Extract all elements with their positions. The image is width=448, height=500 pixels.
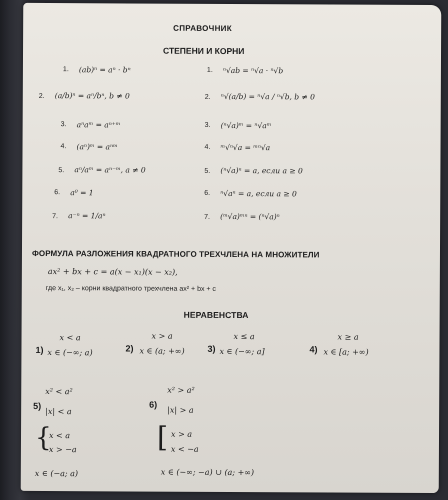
roots-formula: (ⁿ√a)ⁿ = a, если a ≥ 0	[220, 165, 303, 176]
section-title-powers-roots: СТЕПЕНИ И КОРНИ	[163, 45, 245, 57]
powers-number: 1.	[62, 66, 69, 74]
roots-formula: ⁿ√aⁿ = a, если a ≥ 0	[220, 188, 297, 199]
powers-formula: a⁻ⁿ = 1/aⁿ	[68, 211, 106, 221]
roots-number: 2.	[204, 93, 211, 101]
inequality-label: 4)	[309, 344, 318, 355]
factorization-note: где x₁, x₂ – корни квадратного трехчлена ax² + bx + c	[45, 285, 216, 293]
powers-number: 3.	[60, 121, 67, 129]
system-line: x > −a	[48, 445, 77, 455]
inequality-abs-form: |x| > a	[167, 405, 194, 415]
system-bracket: [	[156, 420, 169, 454]
roots-number: 3.	[204, 121, 211, 129]
powers-formula: (aⁿ)ᵐ = aⁿᵐ	[76, 142, 118, 152]
inequality-label: 6)	[149, 399, 158, 410]
powers-number: 6.	[54, 189, 61, 197]
powers-number: 4.	[60, 143, 67, 151]
inequality-label: 2)	[125, 343, 134, 354]
section-title-factorization: ФОРМУЛА РАЗЛОЖЕНИЯ КВАДРАТНОГО ТРЕХЧЛЕНА НА МНОЖИТЕЛИ	[31, 248, 320, 260]
powers-formula: aⁿaᵐ = aⁿ⁺ᵐ	[76, 120, 121, 130]
inequality-result: x ∈ (−∞; a)	[47, 348, 93, 358]
inequality-label: 3)	[207, 343, 216, 354]
system-brace: {	[34, 422, 52, 454]
inequality-condition: x ≥ a	[337, 332, 359, 342]
powers-number: 7.	[52, 213, 59, 221]
inequality-condition: x² > a²	[167, 385, 195, 395]
system-line: x > a	[171, 429, 193, 439]
system-line: x < a	[48, 431, 71, 441]
inequality-result: x ∈ (−∞; −a) ∪ (a; +∞)	[160, 467, 255, 478]
powers-formula: (a/b)ⁿ = aⁿ/bⁿ, b ≠ 0	[54, 91, 130, 101]
powers-formula: a⁰ = 1	[70, 188, 94, 198]
roots-formula: ⁿ√ab = ⁿ√a · ⁿ√b	[222, 65, 284, 76]
inequality-label: 1)	[35, 344, 44, 356]
inequality-result: x ∈ [a; +∞)	[323, 347, 369, 357]
powers-formula: aⁿ/aᵐ = aⁿ⁻ᵐ, a ≠ 0	[74, 165, 146, 175]
inequality-condition: x < a	[59, 333, 81, 343]
roots-formula: (ᵐ√a)ᵐⁿ = (ⁿ√a)ⁿ	[220, 211, 280, 222]
section-title-inequalities: НЕРАВЕНСТВА	[183, 309, 249, 321]
inequality-result: x ∈ (−∞; a]	[219, 346, 265, 357]
inequality-abs-form: |x| < a	[45, 407, 72, 417]
inequality-label: 5)	[33, 400, 42, 412]
powers-formula: (ab)ⁿ = aⁿ · bⁿ	[78, 65, 131, 75]
reference-page	[21, 3, 442, 493]
roots-formula: ᵐ√ⁿ√a = ᵐⁿ√a	[220, 142, 271, 153]
roots-formula: ⁿ√(a/b) = ⁿ√a / ⁿ√b, b ≠ 0	[220, 91, 315, 102]
inequality-condition: x ≤ a	[233, 332, 255, 342]
roots-number: 5.	[204, 167, 211, 175]
page-header: СПРАВОЧНИК	[173, 23, 232, 34]
factorization-formula: ax² + bx + c = a(x − x₁)(x − x₂),	[47, 267, 178, 277]
powers-number: 5.	[58, 167, 65, 175]
roots-number: 1.	[206, 66, 213, 74]
inequality-result: x ∈ (a; +∞)	[139, 346, 185, 356]
powers-number: 2.	[38, 92, 45, 101]
roots-number: 6.	[204, 189, 211, 197]
inequality-condition: x² < a²	[45, 387, 73, 397]
system-line: x < −a	[170, 444, 199, 454]
roots-number: 7.	[204, 213, 211, 221]
roots-number: 4.	[204, 143, 211, 151]
roots-formula: (ⁿ√a)ᵐ = ⁿ√aᵐ	[220, 120, 272, 131]
inequality-condition: x > a	[151, 331, 173, 341]
inequality-result: x ∈ (−a; a)	[34, 468, 79, 479]
